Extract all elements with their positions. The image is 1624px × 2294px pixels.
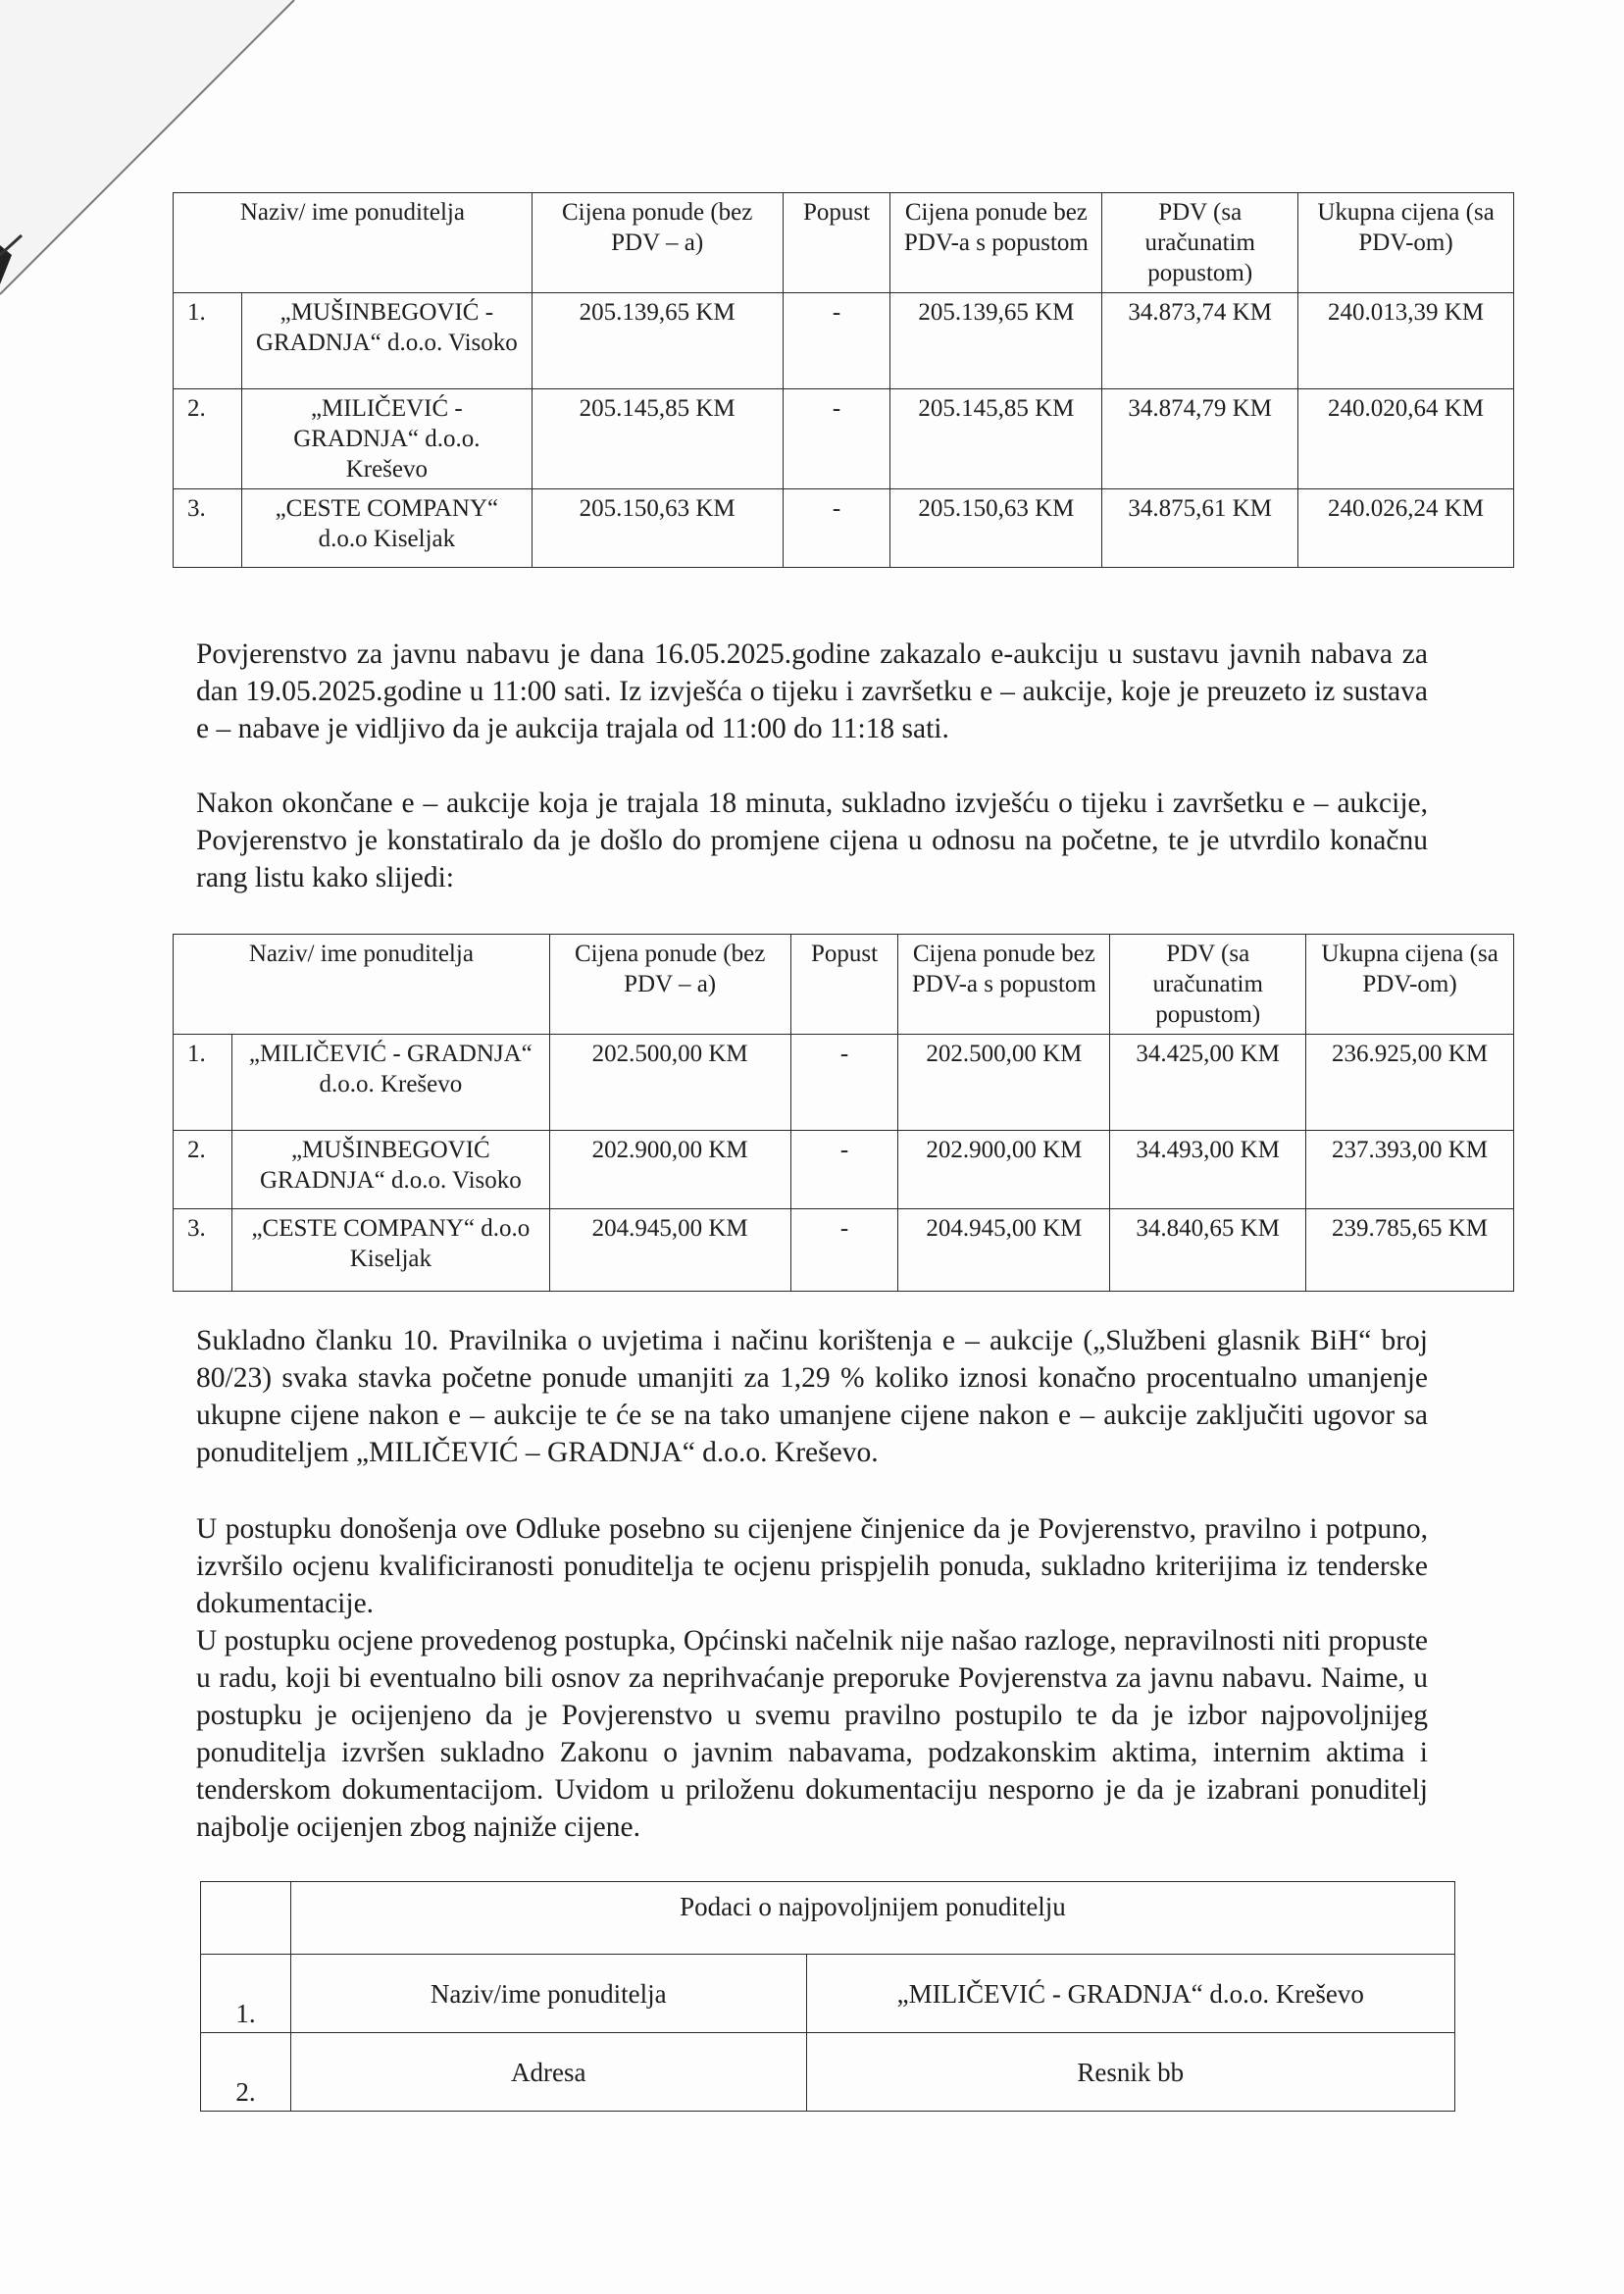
header-price-discount: Cijena ponude bez PDV-a s popustom	[898, 935, 1110, 1035]
field-value: „MILIČEVIĆ - GRADNJA“ d.o.o. Kreševo	[806, 1955, 1454, 2033]
bidder-name: „MILIČEVIĆ - GRADNJA“ d.o.o. Kreševo	[241, 389, 532, 489]
table-row	[174, 489, 1514, 568]
table-row	[201, 1955, 1455, 2033]
header-vat: PDV (sa uračunatim popustom)	[1102, 193, 1298, 293]
bidder-name: „CESTE COMPANY“ d.o.o Kiseljak	[231, 1209, 549, 1292]
total: 239.785,65 KM	[1306, 1209, 1514, 1292]
table-row	[174, 1035, 1514, 1131]
price-discount: 202.900,00 KM	[898, 1131, 1110, 1209]
discount: -	[783, 389, 890, 489]
table-row	[201, 2033, 1455, 2112]
price: 204.945,00 KM	[549, 1209, 790, 1292]
vat: 34.875,61 KM	[1102, 489, 1298, 568]
header-price: Cijena ponude (bez PDV – a)	[532, 193, 783, 293]
header-total: Ukupna cijena (sa PDV-om)	[1306, 935, 1514, 1035]
row-number: 1.	[201, 1955, 291, 2033]
paragraph-auction-result: Nakon okončane e – aukcije koja je trajala 18 minuta, sukladno izvješću o tijeku i završetku e – aukcije, Povjerenstvo je konstatiralo da je došlo do promjene cijena u odnosu na početne, te je utvrdilo konačnu rang listu kako slijedi:	[196, 788, 1428, 893]
total: 236.925,00 KM	[1306, 1035, 1514, 1131]
header-name: Naziv/ ime ponuditelja	[174, 935, 550, 1035]
price-discount: 204.945,00 KM	[898, 1209, 1110, 1292]
price-discount: 205.139,65 KM	[890, 293, 1102, 389]
header-price-discount: Cijena ponude bez PDV-a s popustom	[890, 193, 1102, 293]
empty-cell	[201, 1882, 291, 1955]
paragraph-rulebook-reduction: Sukladno članku 10. Pravilnika o uvjetima i načinu korištenja e – aukcije („Službeni glasnik BiH“ broj 80/23) svaka stavka početne ponude umanjiti za 1,29 % koliko iznosi konačno procentualno umanjenje ukupne cijene nakon e – aukcije te će se na tako umanjene cijene nakon e – aukcije zaključiti ugovor sa ponuditeljem „MILIČEVIĆ – GRADNJA“ d.o.o. Kreševo.	[196, 1325, 1428, 1468]
final-ranking-table	[173, 934, 1514, 1292]
bidder-name: „CESTE COMPANY“ d.o.o Kiseljak	[241, 489, 532, 568]
total: 237.393,00 KM	[1306, 1131, 1514, 1209]
best-bidder-table	[200, 1881, 1455, 2112]
total: 240.020,64 KM	[1298, 389, 1514, 489]
discount: -	[783, 489, 890, 568]
row-number: 3.	[174, 1209, 232, 1292]
field-value: Resnik bb	[806, 2033, 1454, 2112]
bidder-name: „MUŠINBEGOVIĆ GRADNJA“ d.o.o. Visoko	[231, 1131, 549, 1209]
row-number: 2.	[174, 389, 242, 489]
best-bidder-title: Podaci o najpovoljnijem ponuditelju	[290, 1882, 1454, 1955]
paragraph-decision-facts: U postupku donošenja ove Odluke posebno su cijenjene činjenice da je Povjerenstvo, pravilno i potpuno, izvršilo ocjenu kvalificiranosti ponuditelja te ocjenu prispjelih ponuda, sukladno kriterijima iz tenderske dokumentacije.	[196, 1513, 1428, 1619]
table-row	[174, 1131, 1514, 1209]
table-row	[174, 1209, 1514, 1292]
header-price: Cijena ponude (bez PDV – a)	[549, 935, 790, 1035]
bidder-name: „MILIČEVIĆ - GRADNJA“ d.o.o. Kreševo	[231, 1035, 549, 1131]
total: 240.026,24 KM	[1298, 489, 1514, 568]
header-name: Naziv/ ime ponuditelja	[174, 193, 533, 293]
paragraph-auction-schedule: Povjerenstvo za javnu nabavu je dana 16.05.2025.godine zakazalo e-aukciju u sustavu javnih nabava za dan 19.05.2025.godine u 11:00 sati. Iz izvješća o tijeku i završetku e – aukcije, koje je preuzeto iz sustava e – nabave je vidljivo da je aukcija trajala od 11:00 do 11:18 sati.	[196, 638, 1428, 744]
price-discount: 205.145,85 KM	[890, 389, 1102, 489]
row-number: 2.	[201, 2033, 291, 2112]
table-header-row	[174, 935, 1514, 1035]
discount: -	[790, 1209, 898, 1292]
field-label: Naziv/ime ponuditelja	[290, 1955, 806, 2033]
row-number: 2.	[174, 1131, 232, 1209]
header-vat: PDV (sa uračunatim popustom)	[1110, 935, 1306, 1035]
table-row	[174, 293, 1514, 389]
header-discount: Popust	[790, 935, 898, 1035]
row-number: 1.	[174, 1035, 232, 1131]
total: 240.013,39 KM	[1298, 293, 1514, 389]
bidder-name: „MUŠINBEGOVIĆ - GRADNJA“ d.o.o. Visoko	[241, 293, 532, 389]
table-row	[174, 389, 1514, 489]
vat: 34.874,79 KM	[1102, 389, 1298, 489]
row-number: 3.	[174, 489, 242, 568]
table-header-row	[174, 193, 1514, 293]
row-number: 1.	[174, 293, 242, 389]
price: 205.145,85 KM	[532, 389, 783, 489]
vat: 34.840,65 KM	[1110, 1209, 1306, 1292]
vat: 34.873,74 KM	[1102, 293, 1298, 389]
initial-offers-table	[173, 192, 1514, 568]
price: 205.139,65 KM	[532, 293, 783, 389]
header-discount: Popust	[783, 193, 890, 293]
price: 202.900,00 KM	[549, 1131, 790, 1209]
discount: -	[790, 1035, 898, 1131]
vat: 34.493,00 KM	[1110, 1131, 1306, 1209]
discount: -	[783, 293, 890, 389]
paragraph-mayor-review: U postupku ocjene provedenog postupka, Općinski načelnik nije našao razloge, nepravilnosti niti propuste u radu, koji bi eventualno bili osnov za neprihvaćanje preporuke Povjerenstva za javnu nabavu. Naime, u postupku je ocijenjeno da je Povjerenstvo u svemu pravilno postupilo te da je izbor najpovoljnijeg ponuditelja izvršen sukladno Zakonu o javnim nabavama, podzakonskim aktima, internim aktima i tenderskom dokumentacijom. Uvidom u priloženu dokumentaciju nesporno je da je izabrani ponuditelj najbolje ocijenjen zbog najniže cijene.	[196, 1625, 1428, 1843]
price-discount: 205.150,63 KM	[890, 489, 1102, 568]
table-header-row	[201, 1882, 1455, 1955]
price-discount: 202.500,00 KM	[898, 1035, 1110, 1131]
price: 202.500,00 KM	[549, 1035, 790, 1131]
vat: 34.425,00 KM	[1110, 1035, 1306, 1131]
discount: -	[790, 1131, 898, 1209]
header-total: Ukupna cijena (sa PDV-om)	[1298, 193, 1514, 293]
field-label: Adresa	[290, 2033, 806, 2112]
price: 205.150,63 KM	[532, 489, 783, 568]
